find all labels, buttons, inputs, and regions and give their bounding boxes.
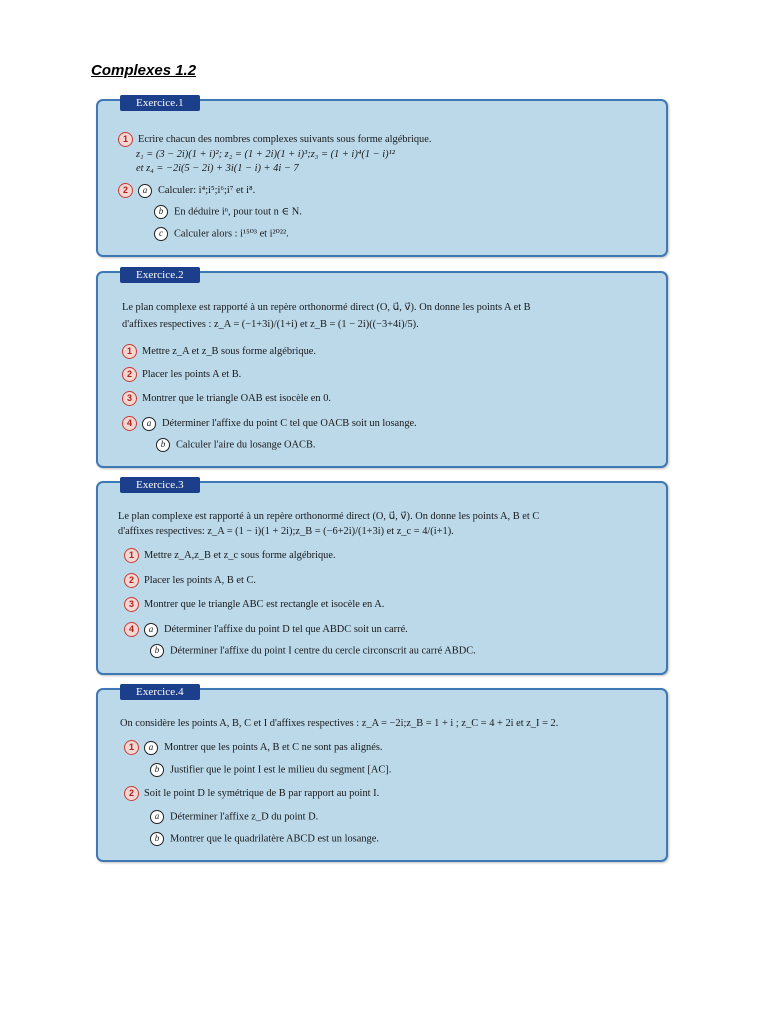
ex3-q1-text: Mettre z_A,z_B et z_c sous forme algébrique. [144, 549, 336, 561]
ex4-q1b-text: Justifier que le point I est le milieu du segment [AC]. [170, 764, 392, 776]
ex2-intro-line-2: d'affixes respectives : z_A = (−1+3i)/(1+i) et z_B = (1 − 2i)((−3+4i)/5). [122, 319, 419, 330]
number-2-icon: 2 [122, 367, 137, 382]
ex1-q1-formula-line-2: et z₄ = −2i(5 − 2i) + 3i(1 − i) + 4i − 7 [136, 163, 299, 174]
letter-a-icon: a [144, 623, 158, 637]
ex4-question-1 [124, 740, 382, 755]
ex3-q4a-text: Déterminer l'affixe du point D tel que ABDC soit un carré. [164, 623, 408, 635]
exercise-3-tab: Exercice.3 [120, 477, 200, 493]
ex2-q2-text: Placer les points A et B. [142, 368, 242, 380]
number-1-icon: 1 [122, 344, 137, 359]
ex3-q4b-text: Déterminer l'affixe du point I centre du cercle circonscrit au carré ABDC. [170, 645, 476, 657]
ex3-question-4 [124, 622, 408, 637]
exercise-3-box [96, 481, 668, 675]
letter-b-icon: b [156, 438, 170, 452]
exercise-2-tab: Exercice.2 [120, 267, 200, 283]
exercise-1-box [96, 99, 668, 257]
number-3-icon: 3 [124, 597, 139, 612]
ex2-q3-text: Montrer que le triangle OAB est isocèle en 0. [142, 392, 331, 404]
ex1-q2b-text: En déduire iⁿ, pour tout n ∈ N. [174, 206, 302, 218]
ex3-question-2 [124, 573, 256, 588]
ex1-q1-text: Ecrire chacun des nombres complexes suivants sous forme algébrique. [138, 133, 432, 145]
exercise-4-tab: Exercice.4 [120, 684, 200, 700]
ex4-intro: On considère les points A, B, C et I d'affixes respectives : z_A = −2i;z_B = 1 + i ; z_C = 4 + 2i et z_I = 2. [120, 718, 559, 729]
ex1-question-2 [118, 183, 255, 198]
ex2-q4a-text: Déterminer l'affixe du point C tel que OACB soit un losange. [162, 417, 417, 429]
ex3-question-3 [124, 597, 384, 612]
letter-a-icon: a [144, 741, 158, 755]
ex1-question-2b [154, 205, 302, 219]
ex2-question-1 [122, 344, 316, 359]
ex1-question-1 [118, 132, 431, 147]
number-1-icon: 1 [124, 548, 139, 563]
ex1-question-2c [154, 227, 289, 241]
ex2-question-4b [156, 438, 316, 452]
ex4-q2b-text: Montrer que le quadrilatère ABCD est un losange. [170, 833, 379, 845]
number-4-icon: 4 [124, 622, 139, 637]
ex4-q2a-text: Déterminer l'affixe z_D du point D. [170, 811, 319, 823]
ex2-question-2 [122, 367, 241, 382]
letter-b-icon: b [154, 205, 168, 219]
number-1-icon: 1 [118, 132, 133, 147]
letter-a-icon: a [150, 810, 164, 824]
ex1-q2c-text: Calculer alors : i¹⁵⁰³ et i²⁰²². [174, 228, 289, 240]
number-3-icon: 3 [122, 391, 137, 406]
page-title: Complexes 1.2 [91, 62, 197, 79]
ex3-intro-line-1: Le plan complexe est rapporté à un repère orthonormé direct (O, u⃗, v⃗). On donne les points A, B et C [118, 511, 540, 522]
ex2-q4b-text: Calculer l'aire du losange OACB. [176, 439, 316, 451]
ex4-q1a-text: Montrer que les points A, B et C ne sont pas alignés. [164, 741, 383, 753]
number-4-icon: 4 [122, 416, 137, 431]
number-2-icon: 2 [118, 183, 133, 198]
ex2-question-4 [122, 416, 417, 431]
letter-c-icon: c [154, 227, 168, 241]
ex4-question-2 [124, 786, 379, 801]
ex1-q1-formula-line-1: z₁ = (3 − 2i)(1 + i)²; z₂ = (1 + 2i)(1 + i)³;z₃ = (1 + i)⁴(1 − i)¹² [136, 149, 395, 160]
exercise-1-tab: Exercice.1 [120, 95, 200, 111]
exercise-2-box [96, 271, 668, 468]
ex4-question-1b [150, 763, 391, 777]
ex1-q2a-text: Calculer: i⁴;i⁵;i⁶;i⁷ et i⁸. [158, 184, 256, 196]
number-2-icon: 2 [124, 786, 139, 801]
ex4-question-2a [150, 810, 318, 824]
letter-b-icon: b [150, 832, 164, 846]
ex2-q1-text: Mettre z_A et z_B sous forme algébrique. [142, 345, 316, 357]
ex2-intro-line-1: Le plan complexe est rapporté à un repère orthonormé direct (O, u⃗, v⃗). On donne les points A et B [122, 302, 531, 313]
ex3-q2-text: Placer les points A, B et C. [144, 574, 256, 586]
letter-a-icon: a [138, 184, 152, 198]
number-1-icon: 1 [124, 740, 139, 755]
ex4-q2-text: Soit le point D le symétrique de B par rapport au point I. [144, 787, 380, 799]
number-2-icon: 2 [124, 573, 139, 588]
ex3-question-4b [150, 644, 476, 658]
letter-b-icon: b [150, 763, 164, 777]
ex2-question-3 [122, 391, 331, 406]
exercise-4-box [96, 688, 668, 862]
ex3-question-1 [124, 548, 336, 563]
ex3-intro-line-2: d'affixes respectives: z_A = (1 − i)(1 + 2i);z_B = (−6+2i)/(1+3i) et z_c = 4/(i+1). [118, 526, 454, 537]
ex3-q3-text: Montrer que le triangle ABC est rectangle et isocèle en A. [144, 598, 385, 610]
letter-a-icon: a [142, 417, 156, 431]
ex4-question-2b [150, 832, 379, 846]
letter-b-icon: b [150, 644, 164, 658]
